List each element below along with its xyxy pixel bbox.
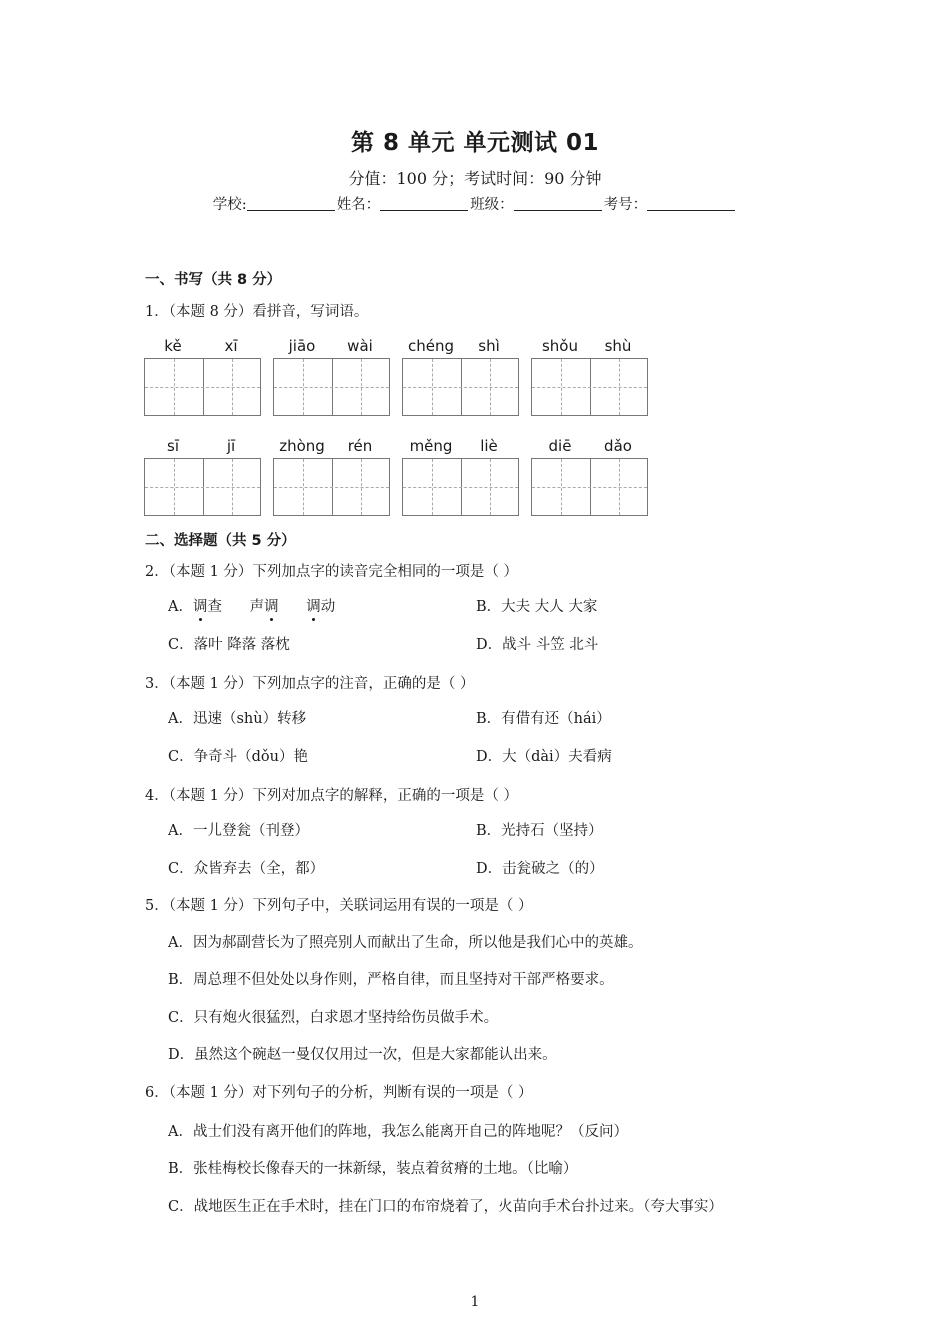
pinyin-label: liè xyxy=(480,437,498,455)
question-6-option-a[interactable]: A．战士们没有离开他们的阵地，我怎么能离开自己的阵地呢？（反问） xyxy=(168,1124,628,1140)
question-3-option-d[interactable]: D．大（dài）夫看病 xyxy=(476,749,612,765)
question-2-option-b[interactable]: B．大夫 大人 大家 xyxy=(476,599,598,615)
pinyin-label: wài xyxy=(347,337,373,355)
question-6-stem: 6．（本题 1 分）对下列句子的分析，判断有误的一项是（ ） xyxy=(145,1085,533,1101)
page-title: 第 8 单元 单元测试 01 xyxy=(350,130,600,156)
question-4-option-c[interactable]: C．众皆弃去（全，都） xyxy=(168,861,325,877)
exam-number-blank[interactable] xyxy=(647,196,735,211)
school-blank[interactable] xyxy=(247,196,335,211)
question-6-option-b[interactable]: B．张桂梅校长像春天的一抹新绿，装点着贫瘠的土地。（比喻） xyxy=(168,1161,578,1177)
writing-grid-box[interactable] xyxy=(273,458,390,516)
pinyin-label: rén xyxy=(347,437,373,455)
question-4-option-a[interactable]: A．一儿登瓮（刊登） xyxy=(168,823,309,839)
pinyin-label: shǒu xyxy=(541,337,578,355)
question-3-option-a[interactable]: A．迅速（shù）转移 xyxy=(168,711,307,727)
name-blank[interactable] xyxy=(380,196,468,211)
question-3-stem: 3．（本题 1 分）下列加点字的注音，正确的是（ ） xyxy=(145,676,475,692)
question-2-stem: 2．（本题 1 分）下列加点字的读音完全相同的一项是（ ） xyxy=(145,564,519,580)
writing-grid-box[interactable] xyxy=(273,358,390,416)
writing-grid-box[interactable] xyxy=(144,358,261,416)
question-4-option-d[interactable]: D．击瓮破之（的） xyxy=(476,861,604,877)
question-5-option-a[interactable]: A．因为郝副营长为了照亮别人而献出了生命，所以他是我们心中的英雄。 xyxy=(168,935,643,951)
page-subtitle: 分值：100 分；考试时间：90 分钟 xyxy=(348,169,602,188)
pinyin-label: dǎo xyxy=(604,437,632,455)
school-label: 学校: xyxy=(212,197,247,213)
question-2-option-c[interactable]: C．落叶 降落 落枕 xyxy=(168,637,290,653)
class-label: 班级： xyxy=(470,197,514,213)
question-3-option-c[interactable]: C．争奇斗（dǒu）艳 xyxy=(168,749,308,765)
student-info-line xyxy=(0,193,950,214)
question-3-option-b[interactable]: B．有借有还（hái） xyxy=(476,711,611,727)
writing-grid-box[interactable] xyxy=(402,358,519,416)
pinyin-label: xī xyxy=(224,337,238,355)
writing-grid-box[interactable] xyxy=(144,458,261,516)
question-1-stem: 1．（本题 8 分）看拼音，写词语。 xyxy=(145,304,369,320)
writing-grid-box[interactable] xyxy=(531,458,648,516)
pinyin-label: jiāo xyxy=(288,337,316,355)
question-4-stem: 4．（本题 1 分）下列对加点字的解释，正确的一项是（ ） xyxy=(145,788,519,804)
pinyin-label: kě xyxy=(164,337,182,355)
section-heading-choice: 二、选择题（共 5 分） xyxy=(145,533,296,549)
question-5-option-d[interactable]: D．虽然这个碗赵一曼仅仅用过一次，但是大家都能认出来。 xyxy=(168,1047,557,1063)
pinyin-label: zhòng xyxy=(279,437,325,455)
writing-grid-box[interactable] xyxy=(531,358,648,416)
exam-number-label: 考号： xyxy=(603,197,648,213)
pinyin-label: chéng xyxy=(407,337,454,355)
pinyin-label: shì xyxy=(478,337,500,355)
writing-grid-box[interactable] xyxy=(402,458,519,516)
question-4-option-b[interactable]: B．光持石（坚持） xyxy=(476,823,603,839)
question-5-stem: 5．（本题 1 分）下列句子中，关联词运用有误的一项是（ ） xyxy=(145,898,533,914)
pinyin-label: měng xyxy=(409,437,453,455)
pinyin-label: jī xyxy=(226,437,236,455)
question-2-option-d[interactable]: D．战斗 斗笠 北斗 xyxy=(476,637,599,653)
question-5-option-c[interactable]: C．只有炮火很猛烈，白求恩才坚持给伤员做手术。 xyxy=(168,1010,499,1026)
section-heading-writing: 一、书写（共 8 分） xyxy=(145,272,282,288)
question-6-option-c[interactable]: C．战地医生正在手术时，挂在门口的布帘烧着了，火苗向手术台扑过来。（夸大事实） xyxy=(168,1199,723,1215)
page-number: 1 xyxy=(470,1294,480,1310)
class-blank[interactable] xyxy=(514,196,602,211)
question-5-option-b[interactable]: B．周总理不但处处以身作则，严格自律，而且坚持对干部严格要求。 xyxy=(168,972,614,988)
question-2-option-a[interactable]: A．调查 声调 调动 xyxy=(168,595,335,616)
name-label: 姓名： xyxy=(336,197,381,213)
pinyin-label: shù xyxy=(604,337,632,355)
pinyin-label: diē xyxy=(548,437,572,455)
pinyin-label: sī xyxy=(167,437,179,455)
